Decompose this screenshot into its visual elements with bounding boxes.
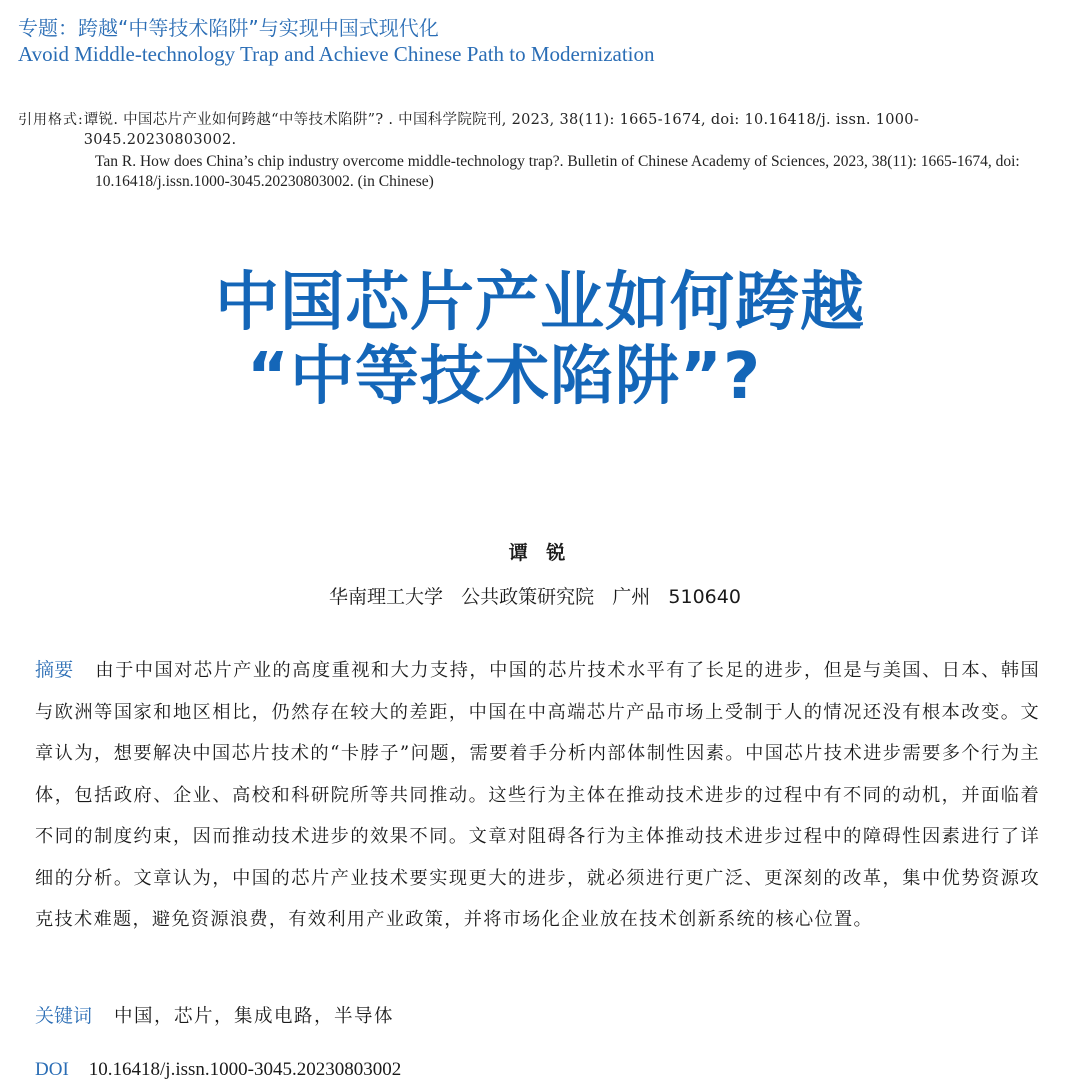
doi-value[interactable]: 10.16418/j.issn.1000-3045.20230803002 [88,1059,402,1080]
topic-header-en: Avoid Middle-technology Trap and Achieve Chinese Path to Modernization [18,42,655,66]
abstract-text: 由于中国对芯片产业的高度重视和大力支持，中国的芯片技术水平有了长足的进步，但是与美国、日本、韩国与欧洲等国家和地区相比，仍然存在较大的差距，中国在中高端芯片产品市场上受制于人的情况还没有根本改变。文章认为，想要解决中国芯片技术的“卡脖子”问题，需要着手分析内部体制性因素。中国芯片技术进步需要多个行为主体，包括政府、企业、高校和科研院所等共同推动。这些行为主体在推动技术进步的过程中有不同的动机，并面临着不同的制度约束，因而推动技术进步的效果不同。文章对阻碍各行为主体推动技术进步过程中的障碍性因素进行了详细的分析。文章认为，中国的芯片产业技术要实现更大的进步，就必须进行更广泛、更深刻的改革，集中优势资源攻克技术难题，避免资源浪费，有效利用产业政策，并将市场化企业放在技术创新系统的核心位置。 [35,660,1040,930]
keywords-label: 关键词 [35,1005,93,1027]
citation-zh-row [18,110,1058,150]
author-name: 谭 锐 [508,542,572,564]
abstract-block [35,650,1040,941]
topic-header-zh: 专题：跨越“中等技术陷阱”与实现中国式现代化 [18,16,439,40]
abstract-label: 摘要 [35,659,74,681]
doi-block [35,1059,401,1081]
paper-title [0,266,1080,414]
citation-en: Tan R. How does China’s chip industry overcome middle-technology trap?. Bulletin of Chinese Academy of Sciences, 2023, 38(11): 1665-1674, doi: 10.16418/j.issn.1000-3045.20230803002. (in Chinese) [95,153,1020,190]
keywords-text: 中国，芯片，集成电路，半导体 [114,1006,395,1027]
doi-label: DOI [35,1059,69,1080]
keywords-block [35,1001,394,1028]
citation-block [18,110,1058,192]
author-affiliation: 华南理工大学 公共政策研究院 广州 510640 [329,586,741,608]
citation-zh: 谭锐. 中国芯片产业如何跨越“中等技术陷阱”? . 中国科学院院刊, 2023, 38(11): 1665-1674, doi: 10.16418/j. issn. 1000-3045.20230803002. [83,112,920,148]
citation-label: 引用格式: [18,112,84,128]
paper-title-line1: 中国芯片产业如何跨越 [215,266,865,340]
paper-title-line2: “中等技术陷阱”? [246,340,762,414]
